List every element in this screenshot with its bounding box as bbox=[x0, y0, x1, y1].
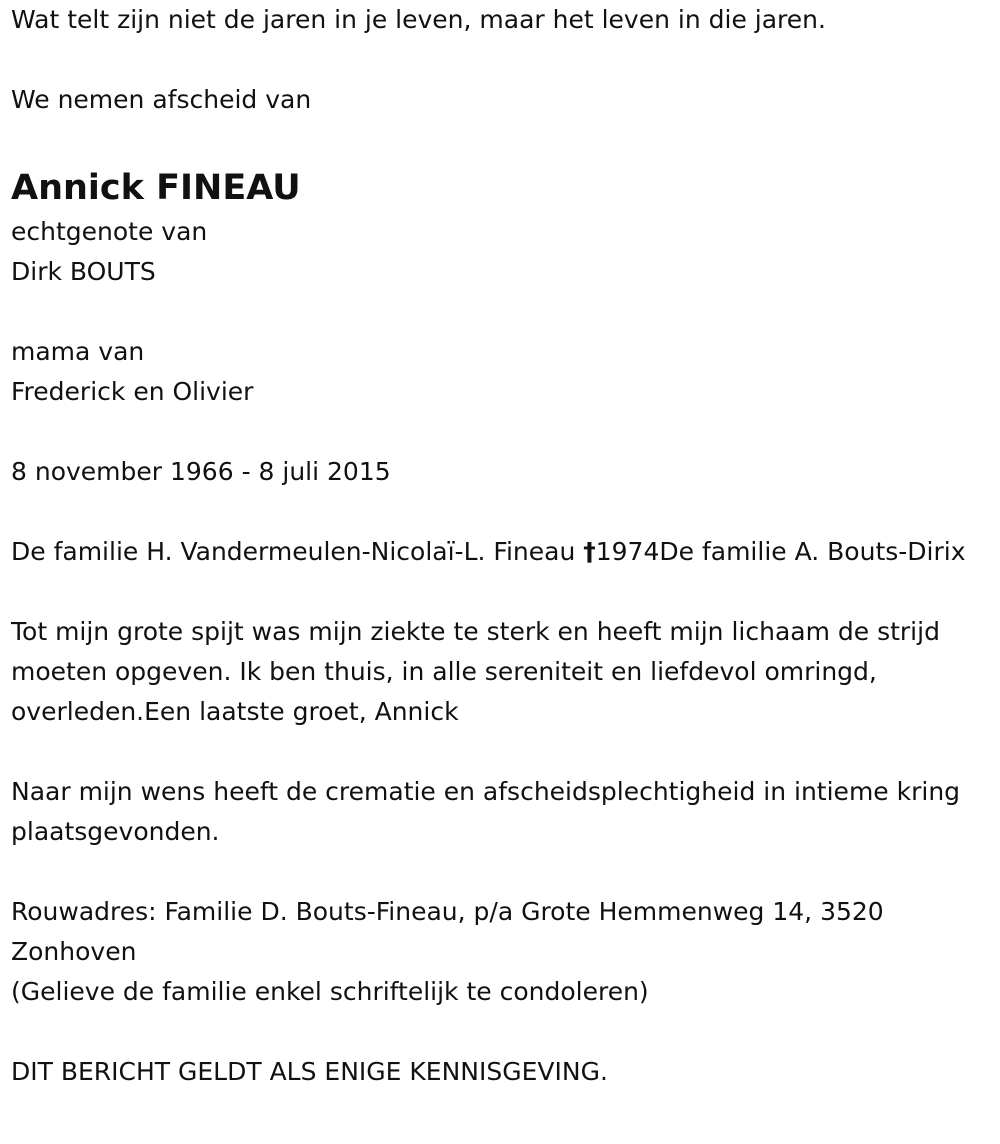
spacer bbox=[11, 40, 986, 80]
cross-icon: † bbox=[583, 537, 596, 566]
quote-text: Wat telt zijn niet de jaren in je leven, maar het leven in die jaren. bbox=[11, 5, 826, 34]
ceremony-paragraph: Naar mijn wens heeft de crematie en afscheidsplechtigheid in intieme kring plaatsgevonden. bbox=[11, 777, 961, 846]
spouse-relation: echtgenote van bbox=[11, 217, 208, 246]
deceased-name: Annick FINEAU bbox=[11, 168, 301, 208]
spacer bbox=[11, 412, 986, 452]
children-relation: mama van bbox=[11, 337, 145, 366]
notice-text: DIT BERICHT GELDT ALS ENIGE KENNISGEVING. bbox=[11, 1057, 608, 1086]
cross-year: 1974 bbox=[595, 537, 660, 566]
family-2: De familie A. Bouts-Dirix bbox=[659, 537, 966, 566]
intro-text: We nemen afscheid van bbox=[11, 85, 312, 114]
children-names: Frederick en Olivier bbox=[11, 377, 254, 406]
spacer bbox=[11, 492, 986, 532]
families-paragraph bbox=[11, 532, 986, 572]
spacer bbox=[11, 852, 986, 892]
spacer bbox=[11, 1012, 986, 1052]
spacer bbox=[11, 292, 986, 332]
address-paragraph: Rouwadres: Familie D. Bouts-Fineau, p/a Grote Hemmenweg 14, 3520 Zonhoven bbox=[11, 897, 884, 966]
condolence-note: (Gelieve de familie enkel schriftelijk te condoleren) bbox=[11, 977, 649, 1006]
message-paragraph: Tot mijn grote spijt was mijn ziekte te sterk en heeft mijn lichaam de strijd moeten opgeven. Ik ben thuis, in alle sereniteit en liefdevol omringd, overleden.Een laatste groet, Annick bbox=[11, 617, 940, 726]
family-1: De familie H. Vandermeulen-Nicolaï-L. Fineau bbox=[11, 537, 576, 566]
spacer bbox=[11, 572, 986, 612]
spacer bbox=[11, 120, 986, 160]
spouse-name: Dirk BOUTS bbox=[11, 257, 156, 286]
spacer bbox=[11, 732, 986, 772]
obituary-document bbox=[11, 0, 986, 1092]
life-dates: 8 november 1966 - 8 juli 2015 bbox=[11, 457, 391, 486]
